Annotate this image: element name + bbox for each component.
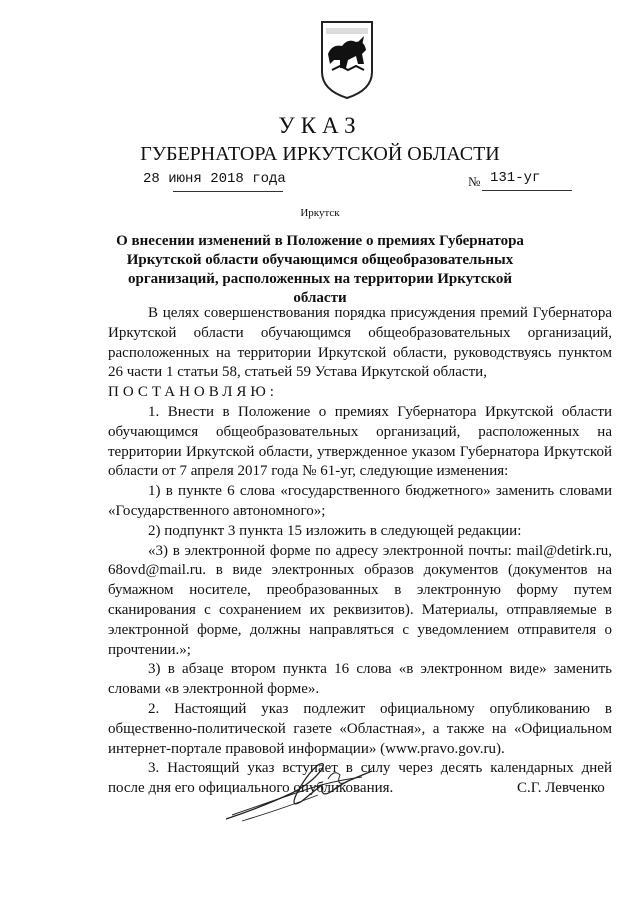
paragraph-1-item-2: 2) подпункт 3 пункта 15 изложить в следующей редакции: [148, 522, 522, 539]
issuer-title: ГУБЕРНАТОРА ИРКУТСКОЙ ОБЛАСТИ [140, 143, 500, 165]
decree-word: ПОСТАНОВЛЯЮ: [108, 384, 278, 401]
number-underline [482, 190, 572, 191]
signer-name: С.Г. Левченко [517, 780, 605, 796]
handwritten-signature [222, 755, 382, 825]
document-body [108, 304, 612, 799]
paragraph-2: 2. Настоящий указ подлежит официальному опубликованию в общественно-политической газете «Областная», а также на «Официальном интернет-портале правовой информации» (www.pravo.gov.ru). [108, 700, 612, 757]
document-number: 131-уг [490, 170, 541, 186]
document-type-title: УКАЗ [278, 113, 362, 138]
paragraph-1: 1. Внести в Положение о премиях Губернатора Иркутской области обучающимся общеобразовательных организаций, расположенных на территории Иркутской области, утвержденное указом Губернатора Иркутской области от 7 апреля 2017 года № 61-уг, следующие изменения: [108, 403, 612, 480]
irkutsk-coat-of-arms-icon [318, 20, 376, 100]
paragraph-1-item-3: 3) в абзаце втором пункта 16 слова «в электронном виде» заменить словами «в электронной форме». [108, 661, 612, 698]
number-sign: № [468, 174, 481, 189]
document-heading: О внесении изменений в Положение о премиях Губернатора Иркутской области обучающимся общеобразовательных организаций, расположенных на территории Иркутской области [116, 233, 524, 306]
preamble-paragraph: В целях совершенствования порядка присуждения премий Губернатора Иркутской области обучающимся общеобразовательных организаций, расположенных на территории Иркутской области, руководствуясь пунктом 26 части 1 статьи 58, статьей 59 Устава Иркутской области, [108, 305, 612, 381]
paragraph-3: 3. Настоящий указ вступает в силу через десять календарных дней после дня его официального опубликования. [108, 760, 612, 797]
date-underline [173, 191, 283, 192]
issue-city: Иркутск [300, 207, 340, 219]
paragraph-1-item-2-quote: «3) в электронной форме по адресу электронной почты: mail@detirk.ru, 68ovd@mail.ru. в виде электронных образов документов (документов на бумажном носителе, преобразованных в электронную форму путем сканирования с сохранением их реквизитов). Материалы, отправляемые в электронной форме, должны направляться с уведомлением отправителя о прочтении.»; [108, 542, 612, 658]
document-date: 28 июня 2018 года [143, 171, 286, 187]
paragraph-1-item-1: 1) в пункте 6 слова «государственного бюджетного» заменить словами «Государственного автономного»; [108, 483, 612, 519]
